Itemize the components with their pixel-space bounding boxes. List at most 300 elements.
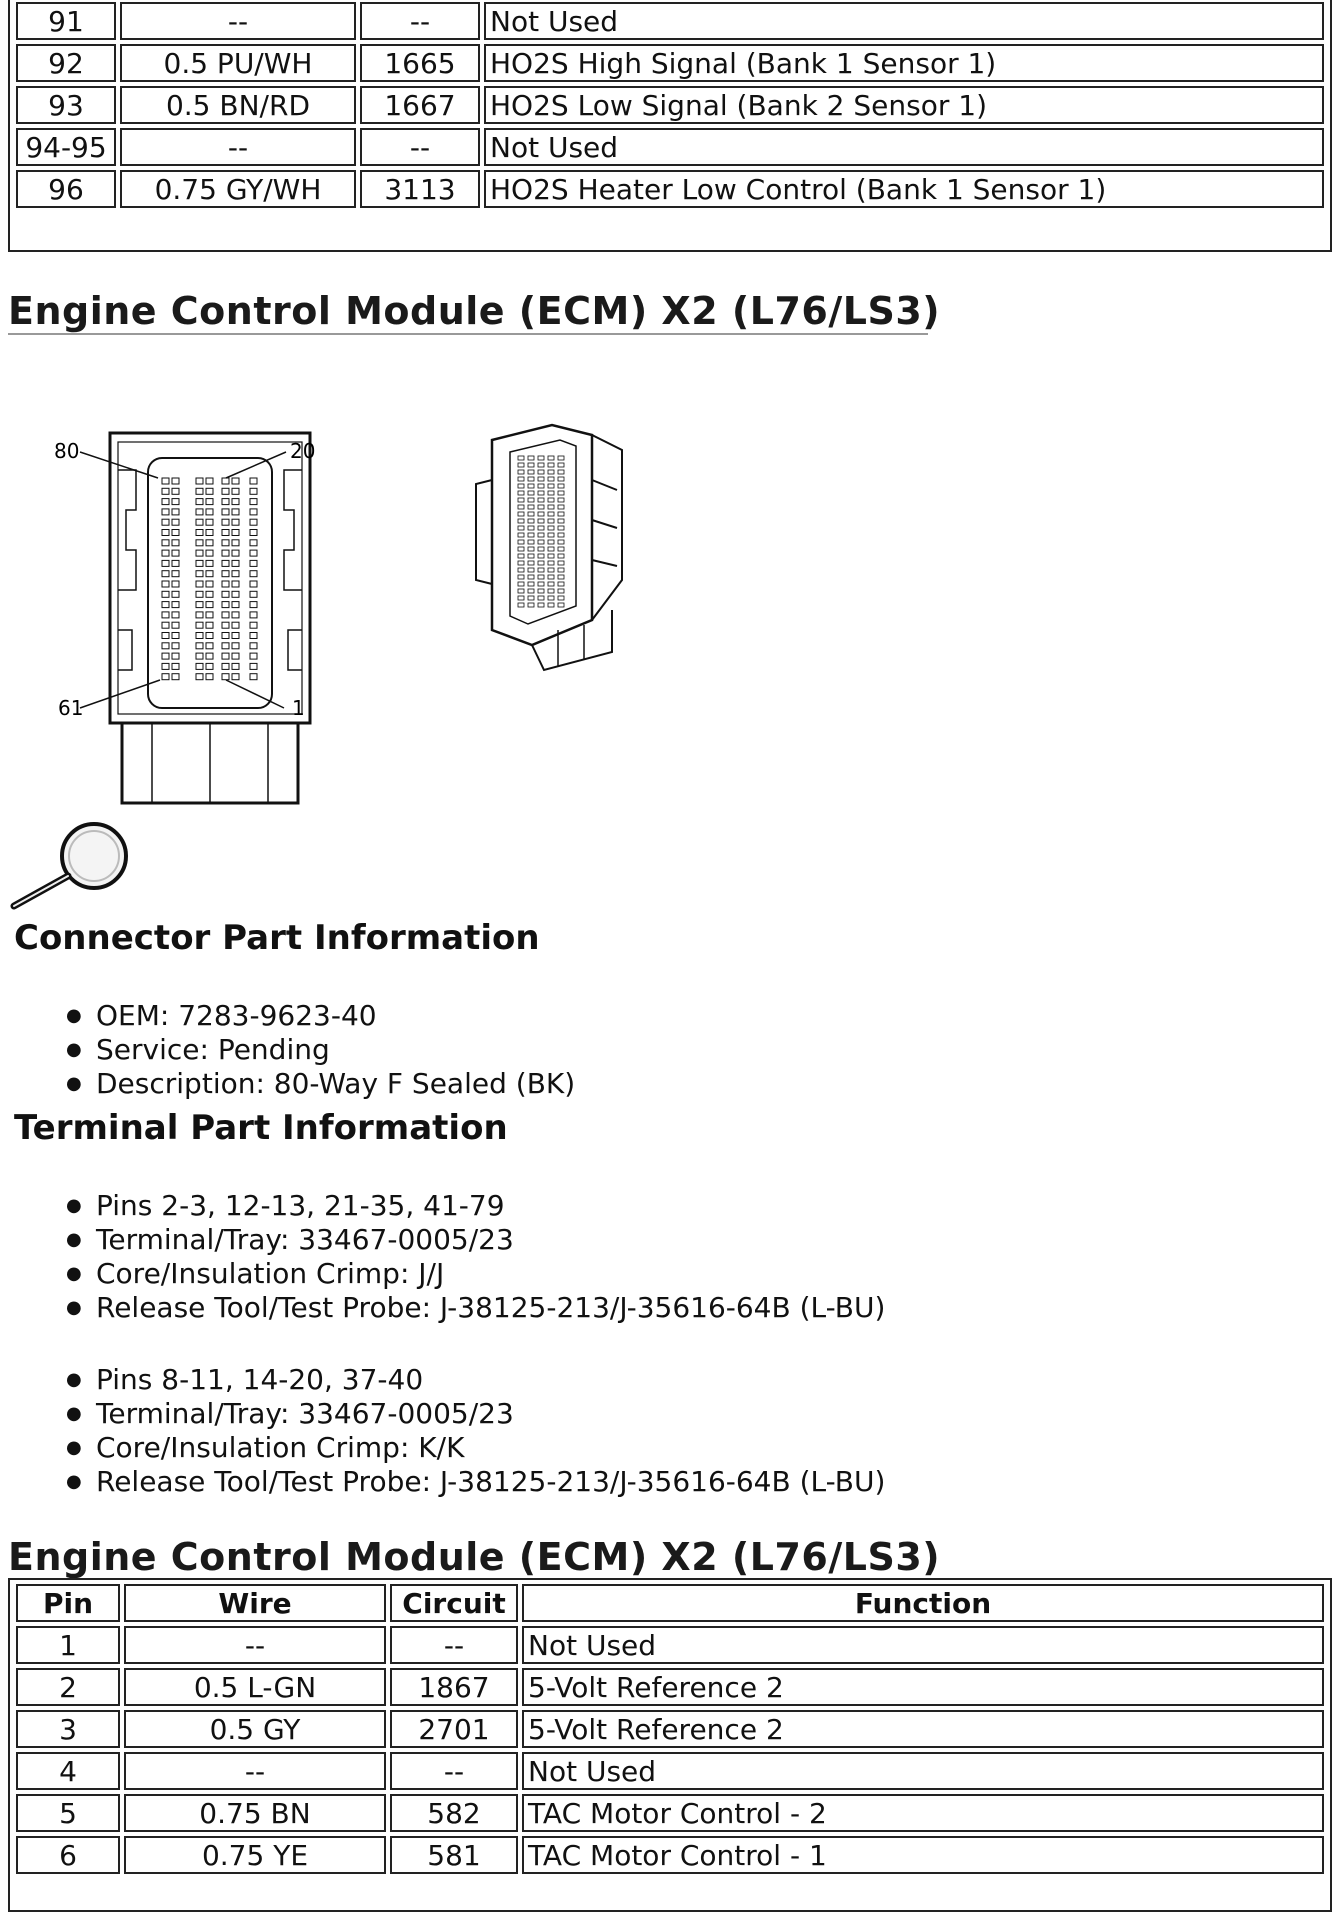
pin-cavity [548, 484, 554, 488]
pin-cavity [528, 498, 534, 502]
pin-cavity [162, 571, 169, 577]
pin-cavity [172, 663, 179, 669]
list-item: ● Terminal/Tray: 33467-0005/23 [96, 1397, 885, 1431]
pin-cavity [528, 505, 534, 509]
circuit-cell: 1665 [360, 44, 480, 82]
pin-cavity [196, 633, 203, 639]
terminal-part-info-heading: Terminal Part Information [14, 1108, 508, 1148]
pin-cavity [548, 533, 554, 537]
table-header-row [16, 1584, 1324, 1622]
pin-cavity [206, 509, 213, 515]
pin-cavity [558, 484, 564, 488]
pin-cavity [538, 568, 544, 572]
column-header-wire: Wire [124, 1584, 386, 1622]
pin-cavity [538, 589, 544, 593]
pin-cavity [528, 561, 534, 565]
pin-cavity [172, 540, 179, 546]
pin-cavity [222, 530, 229, 536]
pin-cavity [538, 498, 544, 502]
wire-cell: 0.5 GY [124, 1710, 386, 1748]
pin-cell: 92 [16, 44, 116, 82]
pin-cavity [196, 519, 203, 525]
pin-cavity [548, 596, 554, 600]
table-caption: Engine Control Module (ECM) X2 (L76/LS3) [8, 1535, 941, 1579]
pin-cavity [232, 540, 239, 546]
pin-cavity [250, 560, 257, 566]
pin-cavity [172, 550, 179, 556]
pin-cavity [528, 491, 534, 495]
pin-cavity [518, 491, 524, 495]
pin-cavity [528, 589, 534, 593]
pin-cell: 3 [16, 1710, 120, 1748]
perspective-pins [518, 456, 564, 607]
pin-cavity [172, 591, 179, 597]
pin-cavity [172, 499, 179, 505]
pin-cavity [222, 499, 229, 505]
pin-cavity [196, 663, 203, 669]
pin-cavity [196, 499, 203, 505]
pin-cavity [548, 512, 554, 516]
pin-cavity [558, 568, 564, 572]
pin-cavity [538, 463, 544, 467]
circuit-cell: -- [390, 1626, 518, 1664]
pin-cavity [518, 533, 524, 537]
pin-cavity [162, 509, 169, 515]
pin-cavity [518, 596, 524, 600]
pin-cavity [528, 470, 534, 474]
pin-cavity [250, 612, 257, 618]
pin-cavity [528, 554, 534, 558]
pin-cavity [222, 488, 229, 494]
circuit-cell: -- [360, 2, 480, 40]
pin-cavity [196, 530, 203, 536]
pin-cavity [206, 488, 213, 494]
pin-cavity [206, 571, 213, 577]
function-cell: HO2S Low Signal (Bank 2 Sensor 1) [484, 86, 1324, 124]
connector-face-diagram [50, 430, 320, 805]
pin-cavity [250, 581, 257, 587]
section-title-rule [8, 333, 928, 335]
pin-cavity [206, 602, 213, 608]
circuit-cell: 2701 [390, 1710, 518, 1748]
pin-cavity [250, 622, 257, 628]
pin-cell: 4 [16, 1752, 120, 1790]
pin-cavity [232, 663, 239, 669]
pin-cavity [518, 575, 524, 579]
pin-cavity [518, 603, 524, 607]
pin-cavity [172, 633, 179, 639]
pin-cavity [232, 478, 239, 484]
pin-cavity [172, 602, 179, 608]
pin-cavity [518, 498, 524, 502]
pin-cavity [222, 550, 229, 556]
pin-cavity [518, 519, 524, 523]
pin-cavity [162, 499, 169, 505]
pin-cavity [162, 478, 169, 484]
pin-cavity [528, 463, 534, 467]
pin-cavity [232, 591, 239, 597]
pin-cavity [250, 643, 257, 649]
circuit-cell: -- [360, 128, 480, 166]
pin-cavity [232, 519, 239, 525]
pin-cavity [518, 554, 524, 558]
pin-cavity [558, 491, 564, 495]
pin-cavity [250, 602, 257, 608]
pin-cavity [162, 540, 169, 546]
pin-cavity [250, 499, 257, 505]
pin-cavity [250, 530, 257, 536]
pin-cavity [196, 540, 203, 546]
pin-cavity [548, 505, 554, 509]
pin-cavity [538, 603, 544, 607]
pin-cavity [196, 602, 203, 608]
pin-cavity [172, 530, 179, 536]
pin-cavity [558, 463, 564, 467]
terminal-group-1-list [14, 1189, 885, 1325]
pin-cavity [558, 575, 564, 579]
pin-cavity [206, 643, 213, 649]
column-header-circuit: Circuit [390, 1584, 518, 1622]
list-item: ● Release Tool/Test Probe: J-38125-213/J-35616-64B (L-BU) [96, 1465, 885, 1499]
pin-label-1: 1 [292, 696, 305, 720]
pin-cavity [558, 470, 564, 474]
pin-cavity [172, 612, 179, 618]
pin-cavity [222, 581, 229, 587]
pin-cavity [206, 612, 213, 618]
pin-cavity [548, 568, 554, 572]
pin-cavity [558, 561, 564, 565]
pin-cavity [528, 582, 534, 586]
pin-cavity [162, 488, 169, 494]
pin-cavity [172, 643, 179, 649]
pin-cavity [250, 591, 257, 597]
pin-cavity [206, 622, 213, 628]
pin-cavity [232, 602, 239, 608]
pin-cavity [518, 505, 524, 509]
pin-cavity [196, 488, 203, 494]
pin-label-80: 80 [54, 439, 80, 463]
pin-cavity [538, 491, 544, 495]
pin-cavity [232, 509, 239, 515]
pin-cavity [222, 540, 229, 546]
pin-cavity [518, 477, 524, 481]
pin-cavity [528, 456, 534, 460]
pin-cavity [172, 519, 179, 525]
pin-cavity [250, 478, 257, 484]
pin-cavity [162, 560, 169, 566]
pin-cavity [548, 498, 554, 502]
pin-cavity [518, 568, 524, 572]
pin-cavity [528, 596, 534, 600]
pin-cell: 2 [16, 1668, 120, 1706]
pin-cavity [538, 561, 544, 565]
pin-cavity [548, 491, 554, 495]
pin-cavity [538, 526, 544, 530]
column-header-function: Function [522, 1584, 1324, 1622]
pin-cavity [206, 591, 213, 597]
pin-cavity [232, 499, 239, 505]
pin-cavity [232, 488, 239, 494]
terminal-group-2-list [14, 1363, 885, 1499]
pin-cavity [528, 533, 534, 537]
pin-cavity [528, 519, 534, 523]
circuit-cell: 582 [390, 1794, 518, 1832]
pin-cavity [206, 540, 213, 546]
circuit-cell: 581 [390, 1836, 518, 1874]
pin-grid [162, 478, 257, 680]
pin-cavity [162, 550, 169, 556]
pin-cavity [232, 530, 239, 536]
pin-cavity [558, 547, 564, 551]
top-pin-table [12, 0, 1328, 212]
table-row [16, 1836, 1324, 1874]
list-item: ● Pins 8-11, 14-20, 37-40 [96, 1363, 885, 1397]
list-item: ● Terminal/Tray: 33467-0005/23 [96, 1223, 885, 1257]
pin-cavity [518, 456, 524, 460]
pin-cavity [222, 560, 229, 566]
pin-cavity [558, 519, 564, 523]
pin-cavity [558, 596, 564, 600]
table-row [16, 44, 1324, 82]
pin-cavity [528, 484, 534, 488]
pin-cavity [538, 596, 544, 600]
pin-cavity [232, 612, 239, 618]
pin-cavity [250, 633, 257, 639]
pin-cavity [222, 653, 229, 659]
pin-cavity [222, 643, 229, 649]
pin-cavity [548, 554, 554, 558]
circuit-cell: 1867 [390, 1668, 518, 1706]
table-row [16, 128, 1324, 166]
table-row [16, 1752, 1324, 1790]
pin-cavity [528, 603, 534, 607]
pin-cavity [548, 575, 554, 579]
pin-cavity [196, 509, 203, 515]
pin-cavity [206, 663, 213, 669]
pin-cavity [222, 663, 229, 669]
pin-cavity [518, 484, 524, 488]
section-title: Engine Control Module (ECM) X2 (L76/LS3) [8, 289, 941, 333]
column-header-pin: Pin [16, 1584, 120, 1622]
pin-cavity [518, 561, 524, 565]
pin-cavity [222, 509, 229, 515]
pin-cavity [528, 547, 534, 551]
pin-cavity [538, 582, 544, 586]
pin-cavity [558, 540, 564, 544]
pin-cavity [206, 653, 213, 659]
pin-cavity [558, 603, 564, 607]
pin-cavity [162, 663, 169, 669]
pin-cavity [206, 560, 213, 566]
pin-cavity [196, 581, 203, 587]
pin-cell: 5 [16, 1794, 120, 1832]
pin-cavity [222, 478, 229, 484]
pin-cavity [162, 633, 169, 639]
pin-cavity [232, 622, 239, 628]
table-row [16, 1626, 1324, 1664]
pin-cavity [518, 470, 524, 474]
pin-cavity [548, 603, 554, 607]
function-cell: TAC Motor Control - 2 [522, 1794, 1324, 1832]
pin-cavity [528, 526, 534, 530]
pin-cavity [206, 530, 213, 536]
pin-cavity [538, 554, 544, 558]
pin-cavity [538, 456, 544, 460]
pin-cavity [196, 550, 203, 556]
pin-cavity [518, 526, 524, 530]
pin-cavity [548, 519, 554, 523]
pin-cavity [528, 575, 534, 579]
pin-cavity [206, 478, 213, 484]
pin-cavity [528, 477, 534, 481]
wire-cell: 0.5 L-GN [124, 1668, 386, 1706]
pin-label-20: 20 [290, 439, 316, 463]
pin-cavity [250, 571, 257, 577]
pin-cavity [250, 674, 257, 680]
circuit-cell: 3113 [360, 170, 480, 208]
wire-cell: -- [124, 1626, 386, 1664]
pin-cavity [548, 477, 554, 481]
table-row [16, 2, 1324, 40]
pin-cavity [548, 470, 554, 474]
pin-cavity [528, 568, 534, 572]
pin-cavity [558, 456, 564, 460]
pin-cavity [222, 622, 229, 628]
pin-cavity [528, 512, 534, 516]
pin-cavity [558, 512, 564, 516]
pin-cavity [222, 612, 229, 618]
pin-cavity [196, 674, 203, 680]
pin-cavity [196, 612, 203, 618]
pin-cavity [538, 477, 544, 481]
list-item: ● Release Tool/Test Probe: J-38125-213/J-35616-64B (L-BU) [96, 1291, 885, 1325]
pin-cavity [222, 674, 229, 680]
wire-cell: 0.5 BN/RD [120, 86, 356, 124]
pin-cavity [538, 512, 544, 516]
list-item: ● Service: Pending [96, 1033, 575, 1067]
pin-cavity [232, 571, 239, 577]
pin-cavity [558, 582, 564, 586]
pin-cavity [232, 633, 239, 639]
table-row [16, 86, 1324, 124]
pin-cavity [518, 512, 524, 516]
pin-cavity [518, 547, 524, 551]
pin-cavity [518, 582, 524, 586]
circuit-cell: 1667 [360, 86, 480, 124]
pin-cavity [206, 499, 213, 505]
pin-cavity [548, 456, 554, 460]
pin-cavity [232, 674, 239, 680]
pin-cavity [172, 560, 179, 566]
wire-cell: 0.75 BN [124, 1794, 386, 1832]
pin-cell: 96 [16, 170, 116, 208]
pin-cavity [232, 653, 239, 659]
pin-cavity [538, 505, 544, 509]
pin-cavity [196, 643, 203, 649]
pin-cavity [548, 582, 554, 586]
pin-cavity [250, 488, 257, 494]
pin-cavity [232, 550, 239, 556]
pin-cavity [206, 674, 213, 680]
pin-cavity [162, 591, 169, 597]
pin-cavity [558, 589, 564, 593]
function-cell: Not Used [522, 1626, 1324, 1664]
pin-cavity [548, 547, 554, 551]
table-row [16, 1668, 1324, 1706]
pin-cavity [196, 571, 203, 577]
pin-cavity [250, 550, 257, 556]
pin-cavity [518, 463, 524, 467]
pin-cavity [222, 571, 229, 577]
wire-cell: -- [124, 1752, 386, 1790]
function-cell: Not Used [522, 1752, 1324, 1790]
pin-cavity [162, 653, 169, 659]
pin-cavity [232, 581, 239, 587]
pin-cavity [232, 643, 239, 649]
pin-cavity [222, 602, 229, 608]
pin-cavity [162, 612, 169, 618]
function-cell: 5-Volt Reference 2 [522, 1668, 1324, 1706]
function-cell: Not Used [484, 128, 1324, 166]
pin-cavity [172, 509, 179, 515]
pin-cavity [196, 560, 203, 566]
pin-cavity [250, 519, 257, 525]
pin-cell: 91 [16, 2, 116, 40]
pin-cavity [548, 540, 554, 544]
pin-cavity [222, 633, 229, 639]
wire-cell: 0.75 YE [124, 1836, 386, 1874]
pin-cavity [222, 519, 229, 525]
pin-cavity [528, 540, 534, 544]
list-item: ● Pins 2-3, 12-13, 21-35, 41-79 [96, 1189, 885, 1223]
connector-perspective-diagram [462, 420, 652, 690]
pin-cavity [162, 622, 169, 628]
function-cell: HO2S Heater Low Control (Bank 1 Sensor 1) [484, 170, 1324, 208]
pin-cell: 1 [16, 1626, 120, 1664]
function-cell: Not Used [484, 2, 1324, 40]
pin-cavity [518, 589, 524, 593]
pin-cavity [558, 526, 564, 530]
wire-cell: 0.75 GY/WH [120, 170, 356, 208]
pin-label-61: 61 [58, 696, 84, 720]
connector-part-info-heading: Connector Part Information [14, 918, 540, 958]
pin-cavity [558, 477, 564, 481]
pin-cavity [172, 622, 179, 628]
pin-cavity [518, 540, 524, 544]
pin-cavity [196, 622, 203, 628]
pin-cavity [538, 484, 544, 488]
pin-cavity [558, 554, 564, 558]
pin-cavity [196, 478, 203, 484]
pin-cavity [172, 674, 179, 680]
list-item: ● Description: 80-Way F Sealed (BK) [96, 1067, 575, 1101]
pin-cavity [162, 519, 169, 525]
function-cell: HO2S High Signal (Bank 1 Sensor 1) [484, 44, 1324, 82]
list-item: ● OEM: 7283-9623-40 [96, 999, 575, 1033]
pin-cavity [206, 519, 213, 525]
pin-cavity [232, 560, 239, 566]
pin-cavity [196, 591, 203, 597]
pin-cavity [162, 581, 169, 587]
pin-cavity [162, 674, 169, 680]
function-cell: TAC Motor Control - 1 [522, 1836, 1324, 1874]
pin-cavity [162, 530, 169, 536]
pin-cavity [206, 550, 213, 556]
magnifier-icon[interactable] [8, 818, 133, 910]
pin-cavity [558, 533, 564, 537]
list-item: ● Core/Insulation Crimp: K/K [96, 1431, 885, 1465]
pin-cavity [162, 643, 169, 649]
